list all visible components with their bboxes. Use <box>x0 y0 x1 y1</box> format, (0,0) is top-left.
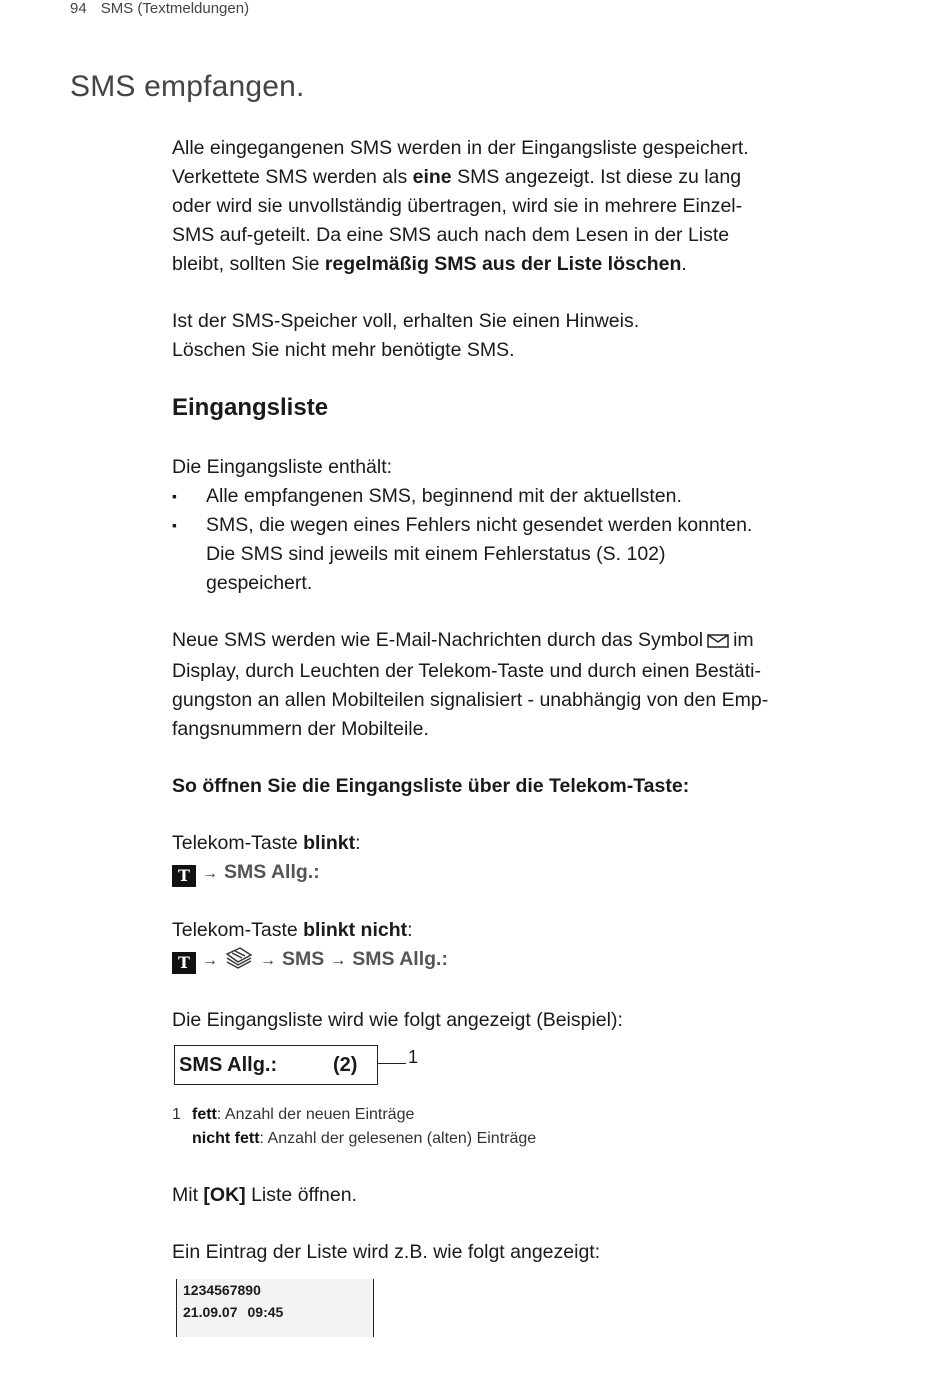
telekom-key-icon[interactable]: T <box>172 952 196 974</box>
arrow-icon: → <box>202 952 218 969</box>
menu-item-sms[interactable]: SMS <box>282 948 325 970</box>
running-title: SMS (Textmeldungen) <box>100 0 250 17</box>
display-example-intro: Die Eingangsliste wird wie folgt angezeigt (Beispiel): <box>172 1009 623 1031</box>
section-heading: Eingangsliste <box>172 394 329 421</box>
memory-full-paragraph: Ist der SMS-Speicher voll, erhalten Sie einen Hinweis. Löschen Sie nicht mehr benötigte SMS. <box>172 310 640 361</box>
display-example <box>172 1045 772 1087</box>
ok-instruction: Mit [OK] Liste öffnen. <box>172 1184 357 1206</box>
notification-paragraph: Neue SMS werden wie E-Mail-Nachrichten durch das Symbol im Display, durch Leuchten der Telekom-Taste und durch einen Bestäti-gungston an allen Mobilteilen signalisiert - unabhängig von den Emp-fangsnummern der Mobilteile. <box>172 629 769 740</box>
bullet-list <box>172 482 772 598</box>
entry-example-intro: Ein Eintrag der Liste wird z.B. wie folgt angezeigt: <box>172 1241 601 1263</box>
arrow-icon: → <box>260 952 276 969</box>
key-blinks-step: Telekom-Taste blinkt: T → SMS Allg.: <box>172 832 361 885</box>
entry-date: 21.09.07 <box>183 1304 238 1320</box>
callout-number: 1 <box>408 1047 419 1067</box>
list-item: ▪ Alle empfangenen SMS, beginnend mit der aktuellsten. <box>172 482 772 511</box>
key-no-blink-step: Telekom-Taste blinkt nicht: T → → SMS → SMS Allg.: <box>172 916 772 978</box>
entry-number: 1234567890 <box>183 1282 261 1298</box>
page-number: 94 <box>70 0 87 17</box>
list-entry-example <box>176 1279 374 1337</box>
intro-paragraph: Alle eingegangenen SMS werden in der Eingangsliste gespeichert. Verkettete SMS werden als eine SMS angezeigt. Ist diese zu lang oder wird sie unvollständig übertragen, wird sie in mehrere Einzel-SMS auf-geteilt. Da eine SMS auch nach dem Lesen in der Liste bleibt, sollten Sie regelmäßig SMS aus der Liste löschen. <box>172 137 749 275</box>
menu-path-blink <box>172 861 320 883</box>
callout-line <box>378 1063 406 1064</box>
menu-item-sms-allg[interactable]: SMS Allg.: <box>352 948 448 970</box>
messages-menu-icon[interactable] <box>224 945 254 978</box>
display-label: SMS Allg.: <box>179 1054 278 1076</box>
display-screen <box>174 1045 378 1085</box>
telekom-key-icon[interactable]: T <box>172 865 196 887</box>
arrow-icon: → <box>330 952 347 969</box>
open-instructions-heading: So öffnen Sie die Eingangsliste über die Telekom-Taste: <box>172 775 690 797</box>
footnote: 1 fett: Anzahl der neuen Einträge nicht fett: Anzahl der gelesenen (alten) Einträge <box>172 1103 772 1151</box>
menu-item-sms-allg[interactable]: SMS Allg.: <box>224 861 320 883</box>
arrow-icon: → <box>202 865 218 882</box>
menu-path-no-blink <box>172 948 448 970</box>
entry-time: 09:45 <box>247 1304 284 1320</box>
page-title: SMS empfangen. <box>70 70 305 103</box>
running-header <box>70 0 249 17</box>
display-count: (2) <box>333 1054 358 1076</box>
list-intro: Die Eingangsliste enthält: <box>172 456 393 478</box>
envelope-icon <box>707 628 729 657</box>
footnote-number: 1 <box>172 1106 181 1123</box>
list-item: ▪ SMS, die wegen eines Fehlers nicht gesendet werden konnten. Die SMS sind jeweils mit einem Fehlerstatus (S. 102) gespeichert. <box>172 511 766 598</box>
main-content <box>172 134 772 1337</box>
